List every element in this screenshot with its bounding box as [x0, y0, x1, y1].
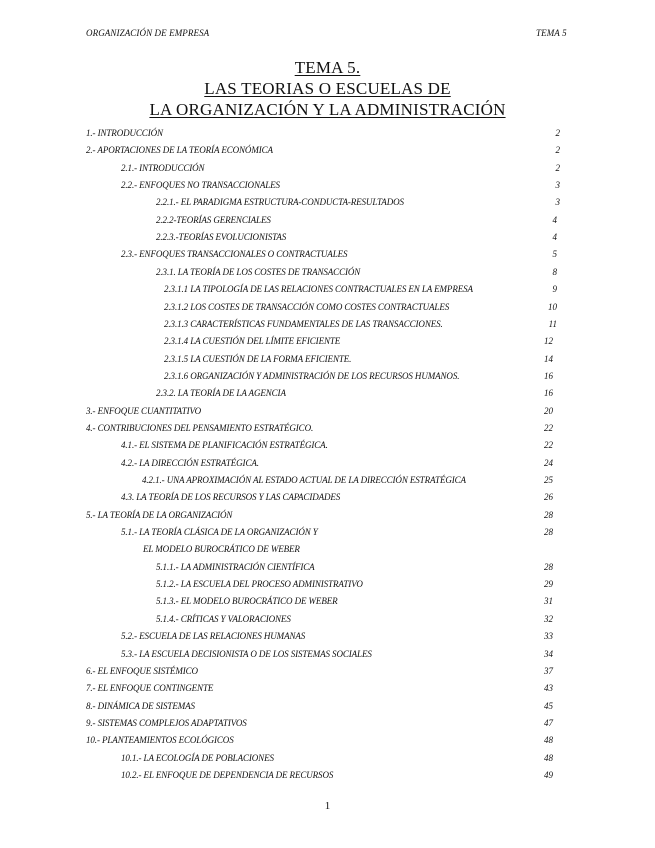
- toc-entry: [0, 354, 655, 368]
- toc-entry-label: 2.3.- ENFOQUES TRANSACCIONALES O CONTRACTUALES: [121, 249, 348, 260]
- toc-entry-label: 2.1.- INTRODUCCIÓN: [121, 162, 205, 173]
- toc-entry-page-number: 2: [555, 162, 560, 173]
- document-title-line-2: LAS TEORIAS O ESCUELAS DE: [204, 79, 451, 98]
- toc-entry-page-number: 9: [552, 284, 557, 295]
- toc-entry: [0, 770, 655, 784]
- running-header-left: ORGANIZACIÓN DE EMPRESA: [86, 28, 210, 38]
- toc-entry-label: 2.3.1.2 LOS COSTES DE TRANSACCIÓN COMO COSTES CONTRACTUALES: [164, 301, 450, 312]
- toc-entry: [0, 666, 655, 680]
- toc-entry-label: 6.- EL ENFOQUE SISTÉMICO: [86, 665, 198, 676]
- toc-entry-label: 3.- ENFOQUE CUANTITATIVO: [86, 405, 202, 416]
- toc-entry-label: 4.- CONTRIBUCIONES DEL PENSAMIENTO ESTRATÉGICO.: [86, 422, 314, 433]
- toc-entry-page-number: 28: [544, 527, 553, 538]
- toc-entry-label: 5.- LA TEORÍA DE LA ORGANIZACIÓN: [86, 509, 233, 520]
- toc-entry-label: 7.- EL ENFOQUE CONTINGENTE: [86, 683, 214, 694]
- toc-entry: [0, 579, 655, 593]
- toc-entry-page-number: 8: [552, 266, 557, 277]
- toc-entry-label: 5.1.3.- EL MODELO BUROCRÁTICO DE WEBER: [156, 596, 338, 607]
- toc-entry-page-number: 28: [544, 509, 553, 520]
- document-title-line-3: LA ORGANIZACIÓN Y LA ADMINISTRACIÓN: [149, 100, 506, 119]
- toc-entry-page-number: 12: [544, 336, 553, 347]
- toc-entry: [0, 197, 655, 211]
- toc-entry: [0, 388, 655, 402]
- toc-entry-page-number: 49: [544, 769, 553, 780]
- toc-entry-label: 4.3. LA TEORÍA DE LOS RECURSOS Y LAS CAPACIDADES: [121, 492, 341, 503]
- toc-entry: [0, 180, 655, 194]
- toc-entry-label: 4.2.- LA DIRECCIÓN ESTRATÉGICA.: [121, 457, 259, 468]
- toc-entry: [0, 145, 655, 159]
- document-title-line-1: TEMA 5.: [294, 58, 361, 77]
- toc-entry-page-number: 29: [544, 579, 553, 590]
- toc-entry: [0, 284, 655, 298]
- toc-entry-page-number: 28: [544, 561, 553, 572]
- toc-entry-page-number: 25: [544, 475, 553, 485]
- toc-entry: [0, 544, 655, 558]
- toc-entry-label: 2.3.1.6 ORGANIZACIÓN Y ADMINISTRACIÓN DE LOS RECURSOS HUMANOS.: [164, 370, 460, 381]
- toc-entry-label: 5.1.4.- CRÍTICAS Y VALORACIONES: [156, 613, 291, 624]
- toc-entry: [0, 735, 655, 749]
- toc-entry-page-number: 48: [544, 735, 553, 746]
- toc-entry-page-number: 2: [555, 145, 560, 156]
- toc-entry-page-number: 37: [544, 665, 553, 676]
- toc-entry-page-number: 43: [544, 683, 553, 694]
- toc-entry: [0, 753, 655, 767]
- toc-entry: [0, 458, 655, 472]
- toc-entry: [0, 631, 655, 645]
- toc-entry: [0, 718, 655, 732]
- toc-entry-page-number: 26: [544, 492, 553, 503]
- toc-entry-label: 10.2.- EL ENFOQUE DE DEPENDENCIA DE RECURSOS: [121, 769, 334, 780]
- toc-entry: [0, 163, 655, 177]
- toc-entry-label: 5.1.1.- LA ADMINISTRACIÓN CIENTÍFICA: [156, 561, 315, 572]
- toc-entry-label: 2.2.- ENFOQUES NO TRANSACCIONALES: [121, 180, 280, 191]
- toc-entry-page-number: 2: [555, 128, 560, 138]
- toc-entry-page-number: 4: [552, 232, 557, 243]
- toc-entry-page-number: 10: [548, 301, 557, 312]
- toc-entry-page-number: 48: [544, 752, 553, 763]
- toc-entry-page-number: 22: [544, 422, 553, 433]
- toc-entry: [0, 232, 655, 246]
- toc-entry: [0, 683, 655, 697]
- toc-entry: [0, 701, 655, 715]
- toc-entry: [0, 596, 655, 610]
- toc-entry-page-number: 33: [544, 631, 553, 642]
- toc-entry-label: 5.1.2.- LA ESCUELA DEL PROCESO ADMINISTRATIVO: [156, 579, 363, 590]
- toc-entry: [0, 128, 655, 142]
- toc-entry-label: EL MODELO BUROCRÁTICO DE WEBER: [143, 544, 300, 555]
- toc-entry-page-number: 5: [552, 249, 557, 260]
- toc-entry: [0, 336, 655, 350]
- toc-entry-page-number: 3: [555, 197, 560, 208]
- toc-entry-label: 2.2.3.-TEORÍAS EVOLUCIONISTAS: [156, 232, 287, 243]
- toc-entry-page-number: 11: [548, 318, 557, 329]
- toc-entry-label: 9.- SISTEMAS COMPLEJOS ADAPTATIVOS: [86, 717, 247, 728]
- toc-entry-label: 2.3.1.1 LA TIPOLOGÍA DE LAS RELACIONES CONTRACTUALES EN LA EMPRESA: [164, 284, 473, 295]
- toc-entry-page-number: 47: [544, 717, 553, 728]
- toc-entry: [0, 371, 655, 385]
- toc-entry-label: 2.2.2-TEORÍAS GERENCIALES: [156, 214, 271, 225]
- toc-entry-label: 5.3.- LA ESCUELA DECISIONISTA O DE LOS SISTEMAS SOCIALES: [121, 648, 372, 659]
- toc-entry: [0, 527, 655, 541]
- toc-entry-label: 10.1.- LA ECOLOGÍA DE POBLACIONES: [121, 752, 274, 763]
- toc-entry-label: 2.3.1.4 LA CUESTIÓN DEL LÍMITE EFICIENTE: [164, 336, 341, 347]
- toc-entry: [0, 406, 655, 420]
- running-header-right: TEMA 5: [536, 28, 567, 38]
- toc-entry-label: 2.3.2. LA TEORÍA DE LA AGENCIA: [156, 388, 286, 399]
- toc-entry-label: 2.3.1.3 CARACTERÍSTICAS FUNDAMENTALES DE LAS TRANSACCIONES.: [164, 318, 443, 329]
- toc-entry: [0, 492, 655, 506]
- toc-entry-page-number: 31: [544, 596, 553, 607]
- toc-entry-page-number: 45: [544, 700, 553, 711]
- toc-entry-label: 2.3.1.5 LA CUESTIÓN DE LA FORMA EFICIENTE.: [164, 353, 352, 364]
- toc-entry-label: 1.- INTRODUCCIÓN: [86, 128, 163, 138]
- toc-entry-label: 5.2.- ESCUELA DE LAS RELACIONES HUMANAS: [121, 631, 306, 642]
- toc-entry-page-number: 34: [544, 648, 553, 659]
- toc-entry-page-number: 22: [544, 440, 553, 451]
- page-number: 1: [324, 800, 331, 812]
- toc-entry-label: 8.- DINÁMICA DE SISTEMAS: [86, 700, 195, 711]
- toc-entry: [0, 475, 655, 489]
- toc-entry-page-number: 24: [544, 457, 553, 468]
- toc-entry-page-number: 32: [544, 613, 553, 624]
- toc-entry-label: 4.2.1.- UNA APROXIMACIÓN AL ESTADO ACTUAL DE LA DIRECCIÓN ESTRATÉGICA: [142, 475, 466, 485]
- toc-entry: [0, 649, 655, 663]
- toc-entry-label: 2.3.1. LA TEORÍA DE LOS COSTES DE TRANSACCIÓN: [156, 266, 361, 277]
- toc-entry-page-number: 16: [544, 370, 553, 381]
- toc-entry: [0, 319, 655, 333]
- toc-entry: [0, 215, 655, 229]
- toc-entry: [0, 423, 655, 437]
- toc-entry: [0, 510, 655, 524]
- toc-entry: [0, 614, 655, 628]
- toc-entry-label: 2.2.1.- EL PARADIGMA ESTRUCTURA-CONDUCTA-RESULTADOS: [156, 197, 404, 208]
- toc-entry: [0, 267, 655, 281]
- toc-entry: [0, 302, 655, 316]
- toc-entry: [0, 562, 655, 576]
- toc-entry-page-number: 4: [552, 214, 557, 225]
- toc-entry-page-number: 14: [544, 353, 553, 364]
- toc-entry-label: 10.- PLANTEAMIENTOS ECOLÓGICOS: [86, 735, 234, 746]
- toc-entry-label: 5.1.- LA TEORÍA CLÁSICA DE LA ORGANIZACIÓN Y: [121, 527, 318, 538]
- toc-entry-label: 4.1.- EL SISTEMA DE PLANIFICACIÓN ESTRATÉGICA.: [121, 440, 328, 451]
- toc-entry-page-number: 20: [544, 405, 553, 416]
- toc-entry-page-number: 3: [555, 180, 560, 191]
- toc-entry-page-number: 16: [544, 388, 553, 399]
- toc-entry-label: 2.- APORTACIONES DE LA TEORÍA ECONÓMICA: [86, 145, 273, 156]
- toc-entry: [0, 440, 655, 454]
- toc-entry: [0, 249, 655, 263]
